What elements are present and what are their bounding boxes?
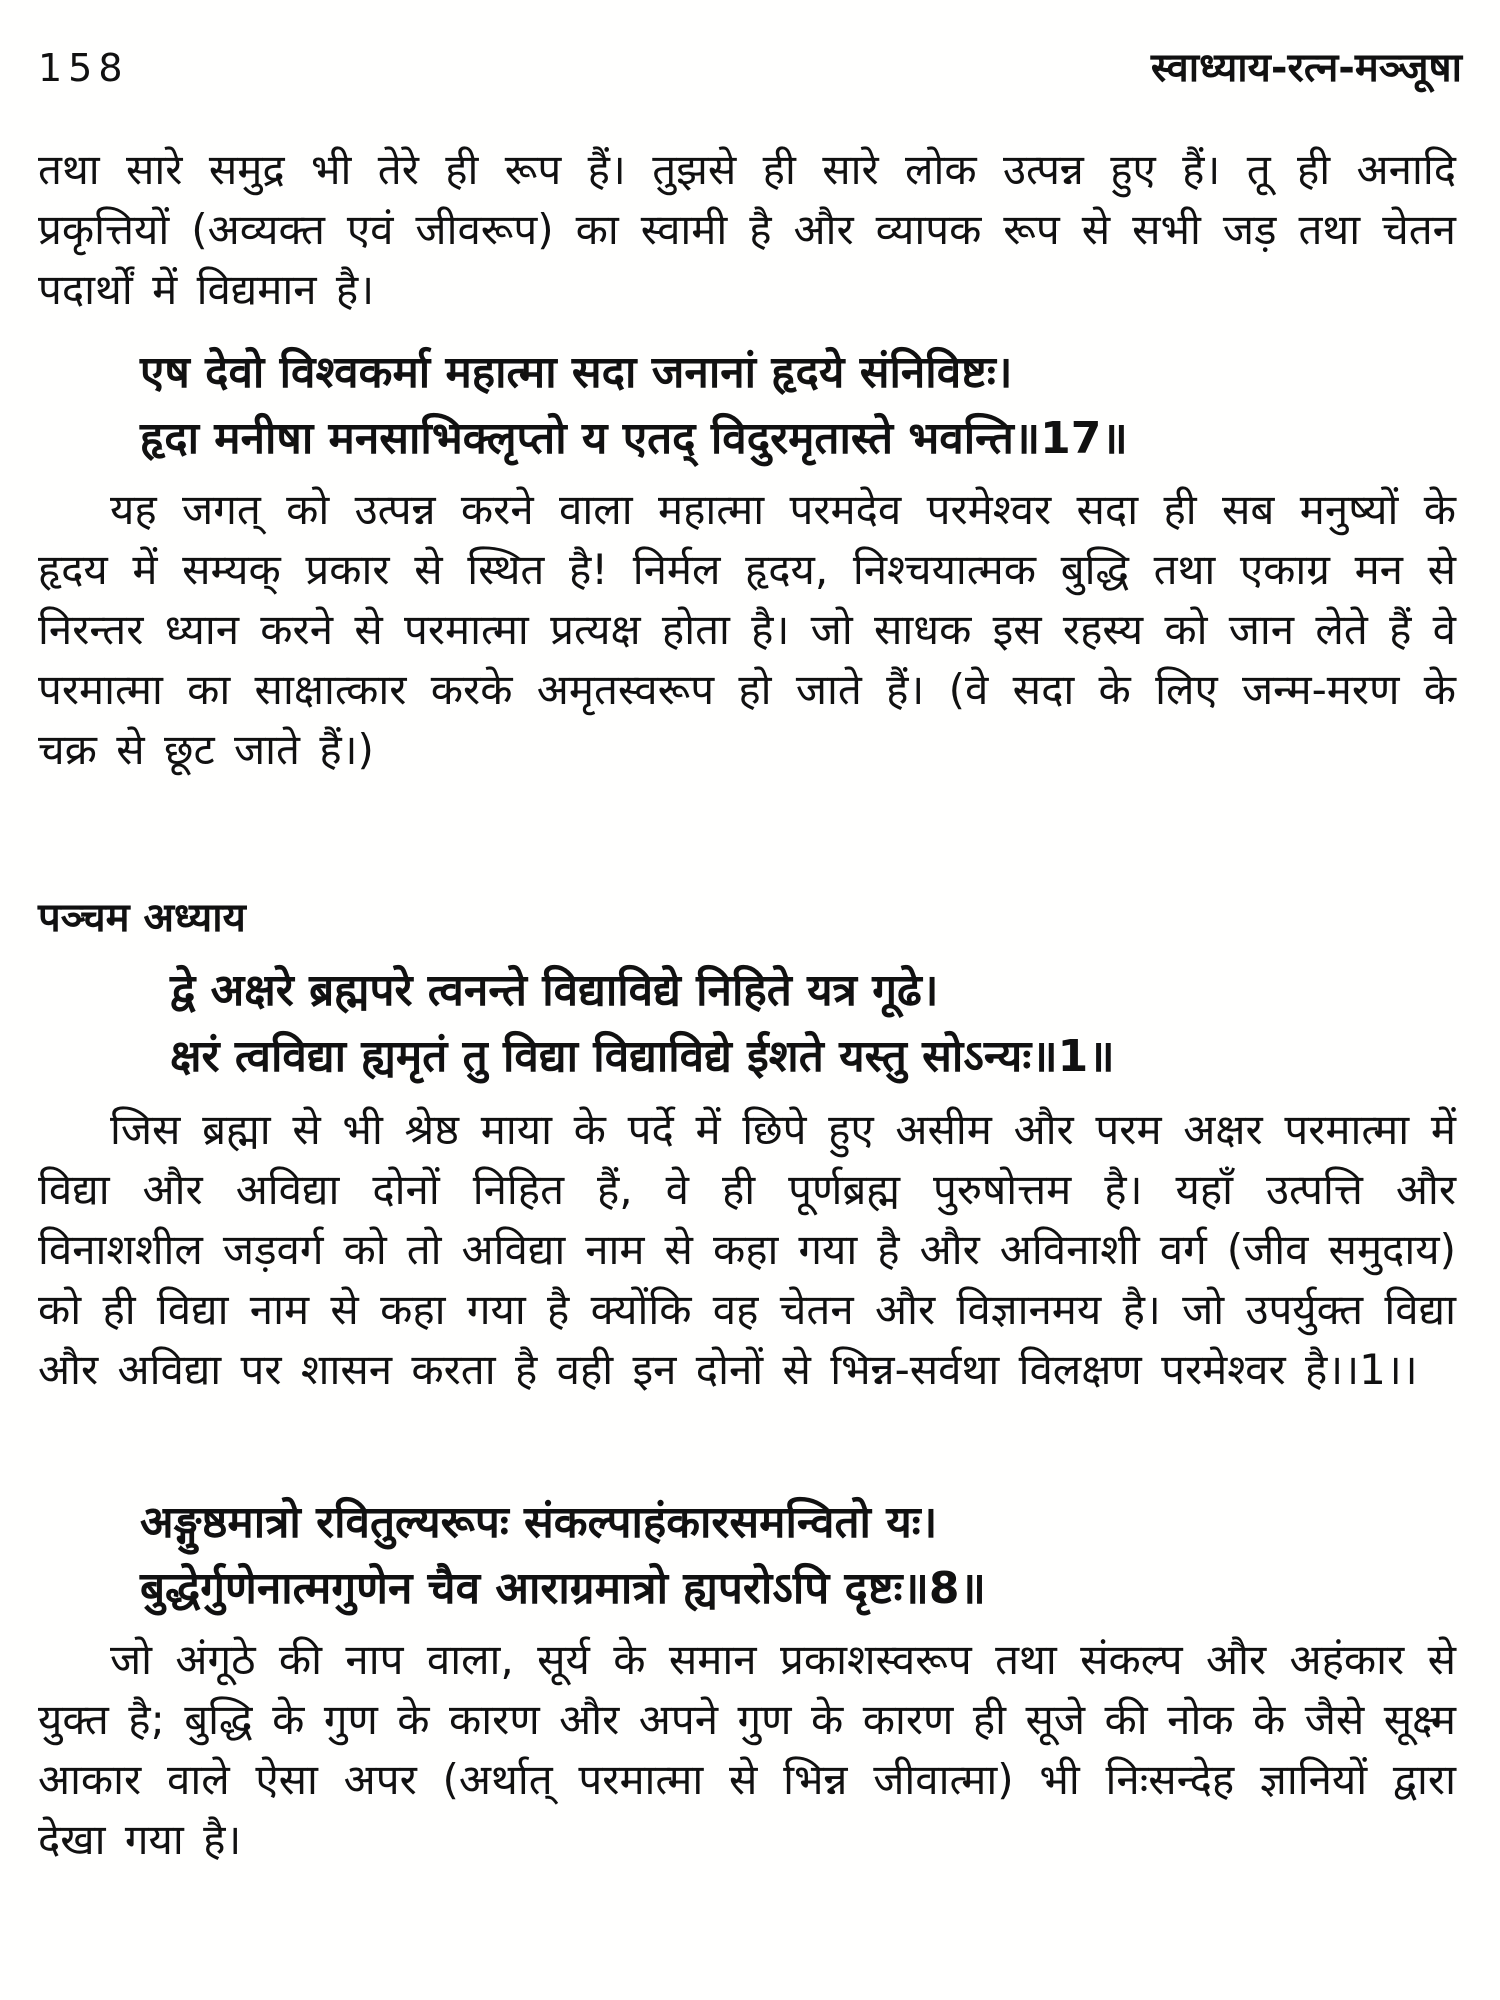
verse-1-line-1: द्वे अक्षरे ब्रह्मपरे त्वनन्ते विद्याविद्ये निहिते यत्र गूढे। bbox=[170, 965, 939, 1016]
continuation-block bbox=[38, 140, 1456, 320]
verse-17-line-1: एष देवो विश्वकर्मा महात्मा सदा जनानां हृदये संनिविष्टः। bbox=[140, 347, 1013, 398]
verse-1-commentary-block bbox=[38, 1100, 1456, 1400]
verse-17-line-2: हृदा मनीषा मनसाभिक्लृप्तो य एतद् विदुरमृतास्ते भवन्ति॥17॥ bbox=[140, 413, 1128, 464]
continuation-paragraph: तथा सारे समुद्र भी तेरे ही रूप हैं। तुझसे ही सारे लोक उत्पन्न हुए हैं। तू ही अनादि प्रकृत्तियों (अव्यक्त एवं जीवरूप) का स्वामी है और व्यापक रूप से सभी जड़ तथा चेतन पदार्थों में विद्यमान है। bbox=[38, 145, 1456, 314]
verse-8-line-2: बुद्धेर्गुणेनात्मगुणेन चैव आराग्रमात्रो ह्यपरोऽपि दृष्टः॥8॥ bbox=[140, 1563, 986, 1614]
verse-8-commentary-block bbox=[38, 1630, 1456, 1870]
running-head bbox=[38, 38, 1462, 98]
verse-17-commentary-block bbox=[38, 480, 1456, 780]
book-title: स्वाध्याय-रत्न-मञ्जूषा bbox=[1150, 45, 1462, 91]
verse-17-commentary: यह जगत् को उत्पन्न करने वाला महात्मा परमदेव परमेश्वर सदा ही सब मनुष्यों के हृदय में सम्यक् प्रकार से स्थित है! निर्मल हृदय, निश्चयात्मक बुद्धि तथा एकाग्र मन से निरन्तर ध्यान करने से परमात्मा प्रत्यक्ष होता है। जो साधक इस रहस्य को जान लेते हैं वे परमात्मा का साक्षात्कार करके अमृतस्वरूप हो जाते हैं। (वे सदा के लिए जन्म-मरण के चक्र से छूट जाते हैं।) bbox=[38, 485, 1456, 774]
verse-8-commentary: जो अंगूठे की नाप वाला, सूर्य के समान प्रकाशस्वरूप तथा संकल्प और अहंकार से युक्त है; बुद्धि के गुण के कारण और अपने गुण के कारण ही सूजे की नोक के जैसे सूक्ष्म आकार वाले ऐसा अपर (अर्थात् परमात्मा से भिन्न जीवात्मा) भी निःसन्देह ज्ञानियों द्वारा देखा गया है। bbox=[38, 1635, 1456, 1864]
verse-1-commentary: जिस ब्रह्मा से भी श्रेष्ठ माया के पर्दे में छिपे हुए असीम और परम अक्षर परमात्मा में विद्या और अविद्या दोनों निहित हैं, वे ही पूर्णब्रह्म पुरुषोत्तम है। यहाँ उत्पत्ति और विनाशशील जड़वर्ग को तो अविद्या नाम से कहा गया है और अविनाशी वर्ग (जीव समुदाय) को ही विद्या नाम से कहा गया है क्योंकि वह चेतन और विज्ञानमय है। जो उपर्युक्त विद्या और अविद्या पर शासन करता है वही इन दोनों से भिन्न-सर्वथा विलक्षण परमेश्वर है।।1।। bbox=[38, 1105, 1456, 1394]
verse-1-line-2: क्षरं त्वविद्या ह्यमृतं तु विद्या विद्याविद्ये ईशते यस्तु सोऽन्यः॥1॥ bbox=[170, 1031, 1115, 1082]
verse-8 bbox=[140, 1490, 1456, 1622]
verse-17 bbox=[140, 340, 1456, 472]
chapter-heading: पञ्चम अध्याय bbox=[38, 895, 246, 941]
page-number: 158 bbox=[38, 46, 129, 90]
verse-1 bbox=[170, 958, 1460, 1090]
chapter-heading-block bbox=[38, 888, 1456, 948]
verse-8-line-1: अङ्गुष्ठमात्रो रवितुल्यरूपः संकल्पाहंकारसमन्वितो यः। bbox=[140, 1497, 938, 1548]
